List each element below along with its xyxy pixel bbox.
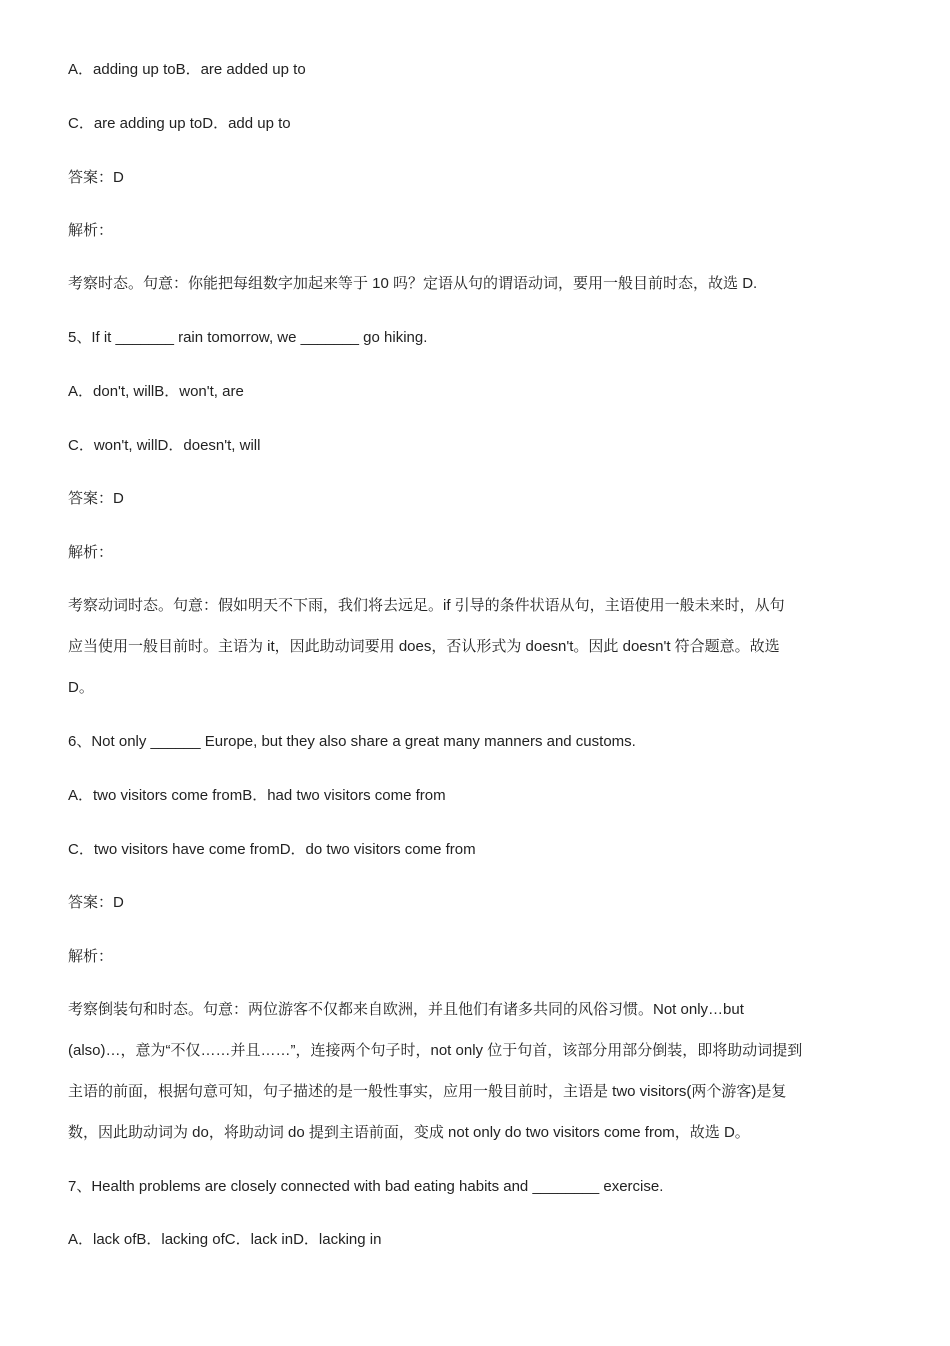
q6-analysis-line: 考察倒装句和时态。句意：两位游客不仅都来自欧洲，并且他们有诸多共同的风俗习惯。Not only…but [68, 1001, 744, 1018]
q5-answer: 答案：D [68, 490, 124, 507]
q5-analysis-line: D。 [68, 679, 94, 696]
q6-analysis-label: 解析： [68, 948, 114, 965]
q5-question: 5、If it _______ rain tomorrow, we _______ go hiking. [68, 329, 428, 346]
q4-option-ab: A．adding up toB．are added up to [68, 61, 306, 78]
q6-option-ab: A．two visitors come fromB．had two visitors come from [68, 787, 446, 804]
q5-analysis-line: 考察动词时态。句意：假如明天不下雨，我们将去远足。if 引导的条件状语从句，主语使用一般未来时，从句 [68, 597, 785, 614]
q6-analysis-line: 主语的前面，根据句意可知，句子描述的是一般性事实，应用一般目前时，主语是 two visitors(两个游客)是复 [68, 1083, 787, 1100]
q5-analysis-label: 解析： [68, 544, 114, 561]
q5-option-cd: C．won't, willD．doesn't, will [68, 437, 261, 454]
q6-option-cd: C．two visitors have come fromD．do two visitors come from [68, 841, 476, 858]
q5-analysis-line: 应当使用一般目前时。主语为 it，因此助动词要用 does，否认形式为 doesn't。因此 doesn't 符合题意。故选 [68, 638, 780, 655]
q6-question: 6、Not only ______ Europe, but they also share a great many manners and customs. [68, 733, 636, 750]
q4-answer: 答案：D [68, 169, 124, 186]
q6-analysis-line: (also)…，意为“不仅……并且……”，连接两个句子时，not only 位于句首，该部分用部分倒装，即将助动词提到 [68, 1042, 803, 1059]
q7-question: 7、Health problems are closely connected with bad eating habits and ________ exercise. [68, 1178, 664, 1195]
q6-analysis-text [68, 989, 878, 1153]
q6-answer: 答案：D [68, 894, 124, 911]
q4-analysis-label: 解析： [68, 222, 114, 239]
q4-analysis-text: 考察时态。句意：你能把每组数字加起来等于 10 吗？定语从句的谓语动词，要用一般目前时态，故选 D. [68, 275, 758, 292]
q7-options: A．lack ofB．lacking ofC．lack inD．lacking in [68, 1231, 382, 1248]
q5-analysis-text [68, 585, 878, 708]
q4-option-cd: C．are adding up toD．add up to [68, 115, 291, 132]
q6-analysis-line: 数，因此助动词为 do，将助动词 do 提到主语前面，变成 not only do two visitors come from，故选 D。 [68, 1124, 750, 1141]
q5-option-ab: A．don't, willB．won't, are [68, 383, 244, 400]
